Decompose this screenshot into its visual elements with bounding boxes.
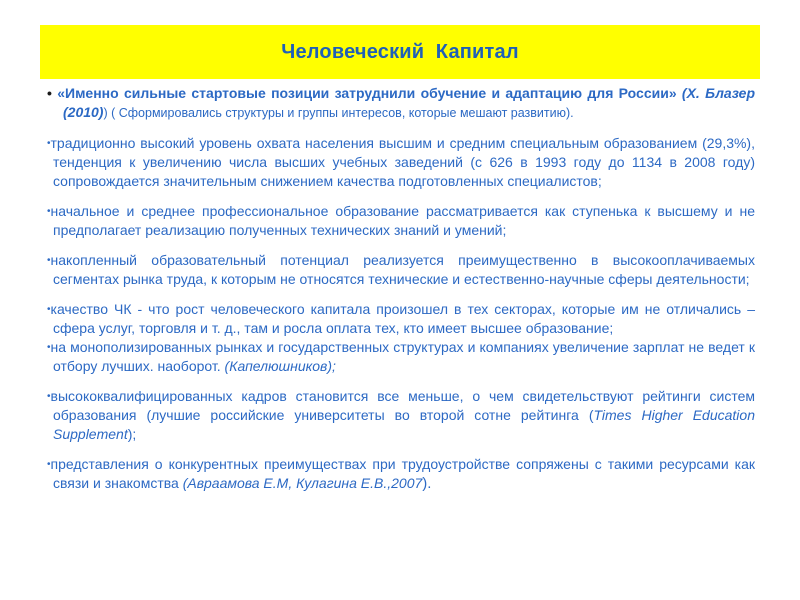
page-title: Человеческий Капитал [281,40,519,63]
bullet-paragraph-qualified-personnel [47,387,755,444]
bullet-icon: • [47,342,51,353]
paragraph-text: традиционно высокий уровень охвата населения высшим и средним специальным образованием (29,3%), тенденция к увеличению числа высших учебных заведений (с 626 в 1993 году до 1134 в 2008 году) сопровождается значительным снижением качества подготовленных специалистов; [50,135,755,189]
closing-punctuation: ). [422,475,432,492]
quote-close-paren: ) [103,106,112,120]
bullet-paragraph-monopolized-markets [47,338,755,376]
paragraph-text: высококвалифицированных кадров становится все меньше, о чем свидетельствуют рейтинги систем образования (лучшие российские университеты во второй сотне рейтинга ( [50,388,755,423]
bullet-paragraph-vocational-education [47,202,755,240]
citation-text: (Капелюшников); [224,358,336,374]
quote-text: «Именно сильные стартовые позиции затруднили обучение и адаптацию для России» [57,85,682,101]
paragraph-text: качество ЧК - что рост человеческого капитала произошел в тех секторах, которые им не отличались – сфера услуг, торговля и т. д., там и росла оплата тех, кто имеет высшее образование; [50,301,755,336]
bullet-paragraph-hc-quality [47,300,755,338]
bullet-icon: • [47,138,51,149]
bullet-icon: • [47,391,51,402]
paragraph-text: начальное и среднее профессиональное образование рассматривается как ступенька к высшему и не предполагает реализацию полученных технических знаний и умений; [50,203,755,238]
bullet-paragraph-competitive-advantages [47,455,755,493]
paragraph-text: накопленный образовательный потенциал реализуется преимущественно в высокооплачиваемых сегментах рынка труда, к которым не относятся технические и естественно-научные сферы деятельности; [50,252,755,287]
quote-attribution: (Х. Блазер (2010) [63,85,755,120]
slide-body [47,84,755,504]
paragraph-text: представления о конкурентных преимуществах при трудоустройстве сопряжены с такими ресурсами как связи и знакомства [50,456,755,491]
bullet-icon: • [47,459,51,470]
bullet-icon: • [47,304,51,315]
paragraph-text-after: ); [127,426,137,442]
ranking-name: Times Higher Education Supplement [53,407,755,442]
bullet-paragraph-education-coverage [47,134,755,191]
bullet-icon: • [47,206,51,217]
citation-text: (Авраамова Е.М, Кулагина Е.В.,2007 [182,475,423,491]
bullet-icon: • [47,255,51,266]
quote-note: ( Сформировались структуры и группы интересов, которые мешают развитию). [111,106,574,120]
paragraph-text: на монополизированных рынках и государственных структурах и компаниях увеличение зарплат не ведет к отбору лучших. наоборот. [50,339,755,374]
bullet-paragraph-educational-potential [47,251,755,289]
title-band [40,25,760,79]
bullet-icon: • [47,85,58,101]
bullet-paragraph-quote [47,84,755,123]
